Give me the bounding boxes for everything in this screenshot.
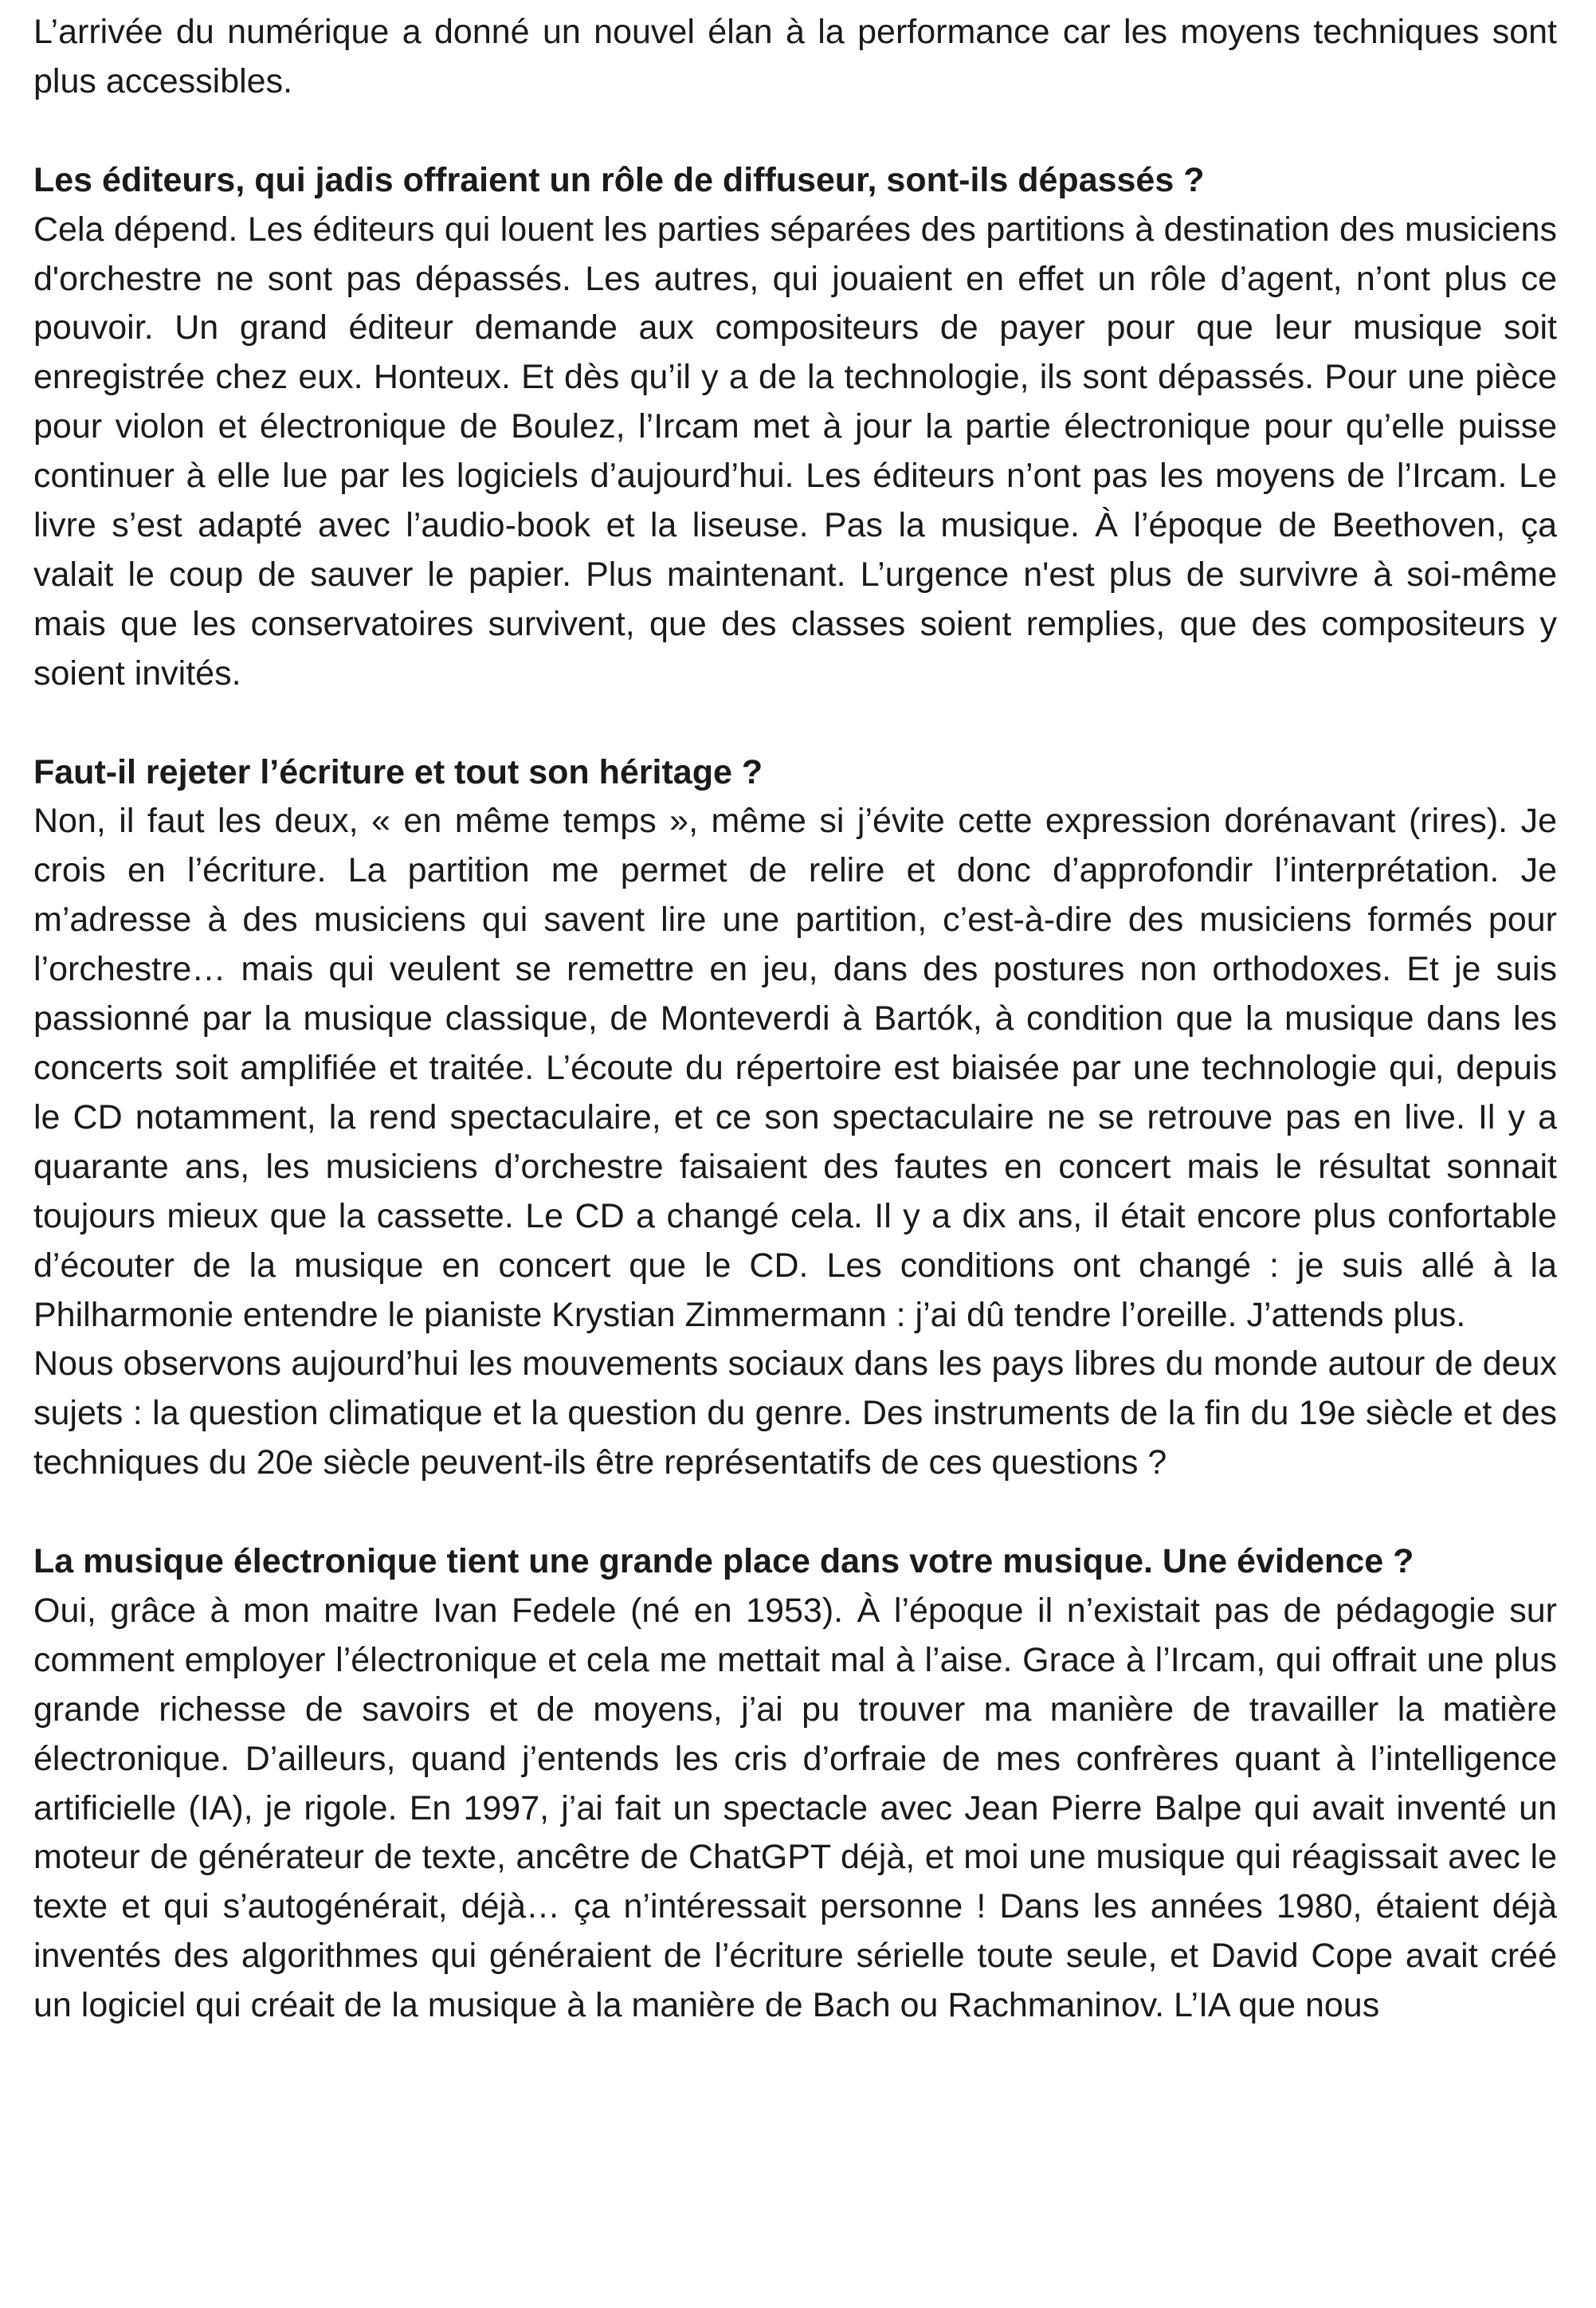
answer-editors: Cela dépend. Les éditeurs qui louent les parties séparées des partitions à destination des musiciens d'orchestre ne sont pas dépassés. Les autres, qui jouaient en effet un rôle d’agent, n’ont plus ce pouvoir. Un grand éditeur demande aux compositeurs de payer pour que leur musique soit enregistrée chez eux. Honteux. Et dès qu’il y a de la technologie, ils sont dépassés. Pour une pièce pour violon et électronique de Boulez, l’Ircam met à jour la partie électronique pour qu’elle puisse continuer à elle lue par les logiciels d’aujourd’hui. Les éditeurs n’ont pas les moyens de l’Ircam. Le livre s’est adapté avec l’audio-book et la liseuse. Pas la musique. À l’époque de Beethoven, ça valait le coup de sauver le papier. Plus maintenant. L’urgence n'est plus de survivre à soi-même mais que les conservatoires survivent, que des classes soient remplies, que des compositeurs y soient invités. [33, 210, 1557, 693]
document-page [33, 8, 1557, 2031]
paragraph-gap [33, 699, 1557, 748]
paragraph-gap [33, 1488, 1557, 1537]
intro-paragraph: L’arrivée du numérique a donné un nouvel élan à la performance car les moyens techniques sont plus accessibles. [33, 13, 1557, 100]
question-editors: Les éditeurs, qui jadis offraient un rôle de diffuseur, sont-ils dépassés ? [33, 160, 1205, 199]
answer-writing-continued: Nous observons aujourd’hui les mouvements sociaux dans les pays libres du monde autour de deux sujets : la question climatique et la question du genre. Des instruments de la fin du 19e siècle et des techniques du 20e siècle peuvent-ils être représentatifs de ces questions ? [33, 1344, 1557, 1482]
answer-writing: Non, il faut les deux, « en même temps », même si j’évite cette expression dorénavant (rires). Je crois en l’écriture. La partition me permet de relire et donc d’approfondir l’interprétation. Je m’adresse à des musiciens qui savent lire une partition, c’est-à-dire des musiciens formés pour l’orchestre… mais qui veulent se remettre en jeu, dans des postures non orthodoxes. Et je suis passionné par la musique classique, de Monteverdi à Bartók, à condition que la musique dans les concerts soit amplifiée et traitée. L’écoute du répertoire est biaisée par une technologie qui, depuis le CD notamment, la rend spectaculaire, et ce son spectaculaire ne se retrouve pas en live. Il y a quarante ans, les musiciens d’orchestre faisaient des fautes en concert mais le résultat sonnait toujours mieux que la cassette. Le CD a changé cela. Il y a dix ans, il était encore plus confortable d’écouter de la musique en concert que le CD. Les conditions ont changé : je suis allé à la Philharmonie entendre le pianiste Krystian Zimmermann : j’ai dû tendre l’oreille. J’attends plus. [33, 802, 1557, 1334]
question-electronic-music: La musique électronique tient une grande place dans votre musique. Une évidence ? [33, 1542, 1414, 1581]
answer-electronic-music: Oui, grâce à mon maitre Ivan Fedele (né en 1953). À l’époque il n’existait pas de pédagogie sur comment employer l’électronique et cela me mettait mal à l’aise. Grace à l’Ircam, qui offrait une plus grande richesse de savoirs et de moyens, j’ai pu trouver ma manière de travailler la matière électronique. D’ailleurs, quand j’entends les cris d’orfraie de mes confrères quant à l’intelligence artificielle (IA), je rigole. En 1997, j’ai fait un spectacle avec Jean Pierre Balpe qui avait inventé un moteur de générateur de texte, ancêtre de ChatGPT déjà, et moi une musique qui réagissait avec le texte et qui s’autogénérait, déjà… ça n’intéressait personne ! Dans les années 1980, étaient déjà inventés des algorithmes qui généraient de l’écriture sérielle toute seule, et David Cope avait créé un logiciel qui créait de la musique à la manière de Bach ou Rachmaninov. L’IA que nous [33, 1591, 1557, 2025]
question-writing: Faut-il rejeter l’écriture et tout son héritage ? [33, 752, 763, 791]
paragraph-gap [33, 107, 1557, 156]
